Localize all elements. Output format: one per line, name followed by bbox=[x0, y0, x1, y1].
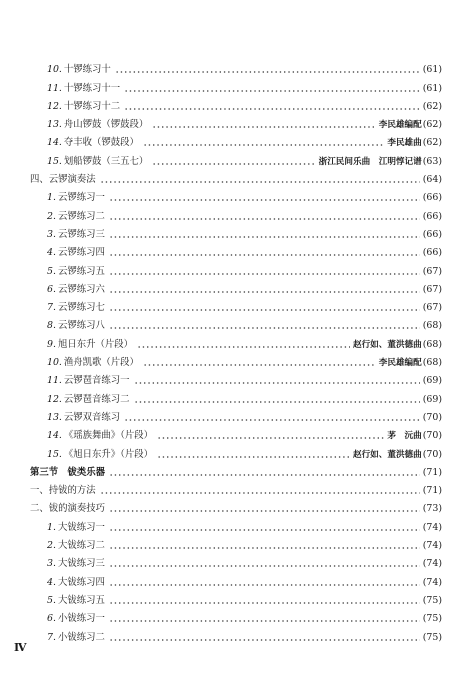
toc-entry-text: 《旭日东升》（片段） bbox=[63, 448, 153, 460]
dot-leader bbox=[109, 529, 420, 531]
toc-entry-number: 2. bbox=[47, 540, 56, 552]
toc-entry-number: 11. bbox=[47, 82, 62, 94]
toc-entry-number: 10. bbox=[47, 64, 62, 76]
toc-entry-credit: 浙江民间乐曲 江明惇记谱 bbox=[318, 156, 422, 167]
toc-entry-title bbox=[47, 247, 105, 259]
dot-leader bbox=[109, 620, 420, 622]
toc-entry-number: 5. bbox=[47, 265, 56, 277]
toc-entry-title bbox=[47, 394, 130, 406]
toc-entry-title bbox=[30, 174, 96, 186]
toc-entry-title bbox=[30, 485, 96, 497]
toc-entry-text: 云锣练习二 bbox=[57, 210, 105, 222]
toc-entry-text: 云锣练习五 bbox=[57, 265, 105, 277]
toc-entry-text: 《瑶族舞曲》（片段） bbox=[63, 430, 153, 442]
toc-entry-text: 大钹练习二 bbox=[57, 540, 105, 552]
toc-entry-title bbox=[47, 320, 105, 332]
toc-entry-number: 5. bbox=[47, 594, 56, 606]
dot-leader bbox=[109, 309, 420, 311]
toc-entry-title bbox=[47, 357, 139, 369]
toc-entry-text: 渔舟凯歌（片段） bbox=[63, 357, 139, 369]
toc-entry-text: 云锣琶音练习一 bbox=[63, 375, 130, 387]
toc-entry bbox=[30, 332, 442, 350]
toc-entry-text: 十锣练习十 bbox=[63, 64, 111, 76]
toc-entry-page: (70) bbox=[422, 411, 442, 423]
toc-entry-page: (75) bbox=[422, 613, 442, 625]
toc-entry-text: 舟山锣鼓（锣鼓段） bbox=[63, 119, 149, 131]
toc-entry-credit: 赵行如、董洪德曲 bbox=[352, 449, 422, 460]
toc-entry bbox=[30, 589, 442, 607]
toc-entry-page: (63) bbox=[422, 155, 442, 167]
toc-entry-number: 13. bbox=[47, 119, 62, 131]
toc-entry bbox=[30, 479, 442, 497]
toc-entry bbox=[30, 461, 442, 479]
toc-entry bbox=[30, 607, 442, 625]
dot-leader bbox=[143, 144, 384, 146]
toc-entry-page: (67) bbox=[422, 265, 442, 277]
toc-entry-title bbox=[47, 632, 105, 644]
dot-leader bbox=[134, 401, 420, 403]
toc-entry-page: (69) bbox=[422, 375, 442, 387]
toc-entry-text: 小钹练习一 bbox=[57, 613, 105, 625]
toc-entry bbox=[30, 204, 442, 222]
toc-entry-page: (71) bbox=[422, 466, 442, 478]
toc-entry-text: 云锣练习一 bbox=[57, 192, 105, 204]
toc-entry-title bbox=[30, 503, 105, 515]
toc-entry bbox=[30, 570, 442, 588]
toc-entry-number: 4. bbox=[47, 247, 56, 259]
dot-leader bbox=[157, 437, 384, 439]
toc-entry bbox=[30, 534, 442, 552]
toc-entry bbox=[30, 369, 442, 387]
toc-entry-title bbox=[47, 137, 139, 149]
toc-entry-text: 云锣练习三 bbox=[57, 228, 105, 240]
toc-entry-title bbox=[47, 449, 153, 461]
toc-entry-page: (70) bbox=[422, 430, 442, 442]
toc-entry-credit: 茅 沅曲 bbox=[387, 431, 422, 442]
toc-entry-number: 7. bbox=[47, 631, 56, 643]
toc-entry bbox=[30, 131, 442, 149]
toc-entry bbox=[30, 113, 442, 131]
toc-entry-title bbox=[47, 375, 130, 387]
toc-entry-page: (75) bbox=[422, 594, 442, 606]
toc-entry-number: 3. bbox=[47, 558, 56, 570]
toc-entry-text: 旭日东升（片段） bbox=[57, 338, 133, 350]
toc-entry-number: 1. bbox=[47, 521, 56, 533]
toc-entry-page: (71) bbox=[422, 485, 442, 497]
toc-entry-title bbox=[47, 156, 148, 168]
dot-leader bbox=[124, 419, 420, 421]
toc-entry bbox=[30, 442, 442, 460]
toc-entry-text: 云锣琶音练习二 bbox=[63, 393, 130, 405]
dot-leader bbox=[115, 71, 420, 73]
toc-entry-text: 二、钹的演奏技巧 bbox=[30, 503, 106, 515]
toc-entry-credit: 李民雄编配 bbox=[378, 120, 422, 131]
toc-entry bbox=[30, 406, 442, 424]
toc-entry-page: (61) bbox=[422, 82, 442, 94]
toc-entry-text: 四、云锣演奏法 bbox=[30, 174, 96, 186]
toc-entry bbox=[30, 314, 442, 332]
toc-entry-page: (66) bbox=[422, 228, 442, 240]
dot-leader bbox=[134, 382, 420, 384]
toc-entry-title bbox=[47, 119, 148, 131]
toc-entry-title bbox=[30, 467, 105, 479]
toc-entry-page: (74) bbox=[422, 521, 442, 533]
toc-entry-number: 6. bbox=[47, 613, 56, 625]
toc-entry-text: 云锣练习七 bbox=[57, 302, 105, 314]
toc-entry-page: (74) bbox=[422, 558, 442, 570]
toc-entry-number: 12. bbox=[47, 393, 62, 405]
toc-entry-page: (73) bbox=[422, 503, 442, 515]
toc-entry-page: (62) bbox=[422, 100, 442, 112]
dot-leader bbox=[109, 199, 420, 201]
toc-entry-page: (62) bbox=[422, 119, 442, 131]
toc-entry-page: (69) bbox=[422, 393, 442, 405]
dot-leader bbox=[109, 273, 420, 275]
toc-entry-title bbox=[47, 613, 105, 625]
toc-entry bbox=[30, 95, 442, 113]
toc-entry-page: (75) bbox=[422, 631, 442, 643]
toc-entry-title bbox=[47, 83, 120, 95]
toc-entry-page: (67) bbox=[422, 302, 442, 314]
toc-entry-page: (66) bbox=[422, 247, 442, 259]
toc-entry-page: (74) bbox=[422, 576, 442, 588]
toc-entry bbox=[30, 497, 442, 515]
dot-leader bbox=[109, 584, 420, 586]
toc-entry-number: 15. bbox=[47, 155, 62, 167]
toc-entry-text: 云锣双音练习 bbox=[63, 411, 121, 423]
dot-leader bbox=[109, 327, 420, 329]
toc-entry-title bbox=[47, 522, 105, 534]
toc-entry-number: 2. bbox=[47, 210, 56, 222]
toc-entry-text: 小钹练习二 bbox=[57, 631, 105, 643]
toc-entry bbox=[30, 186, 442, 204]
dot-leader bbox=[109, 474, 420, 476]
dot-leader bbox=[109, 254, 420, 256]
toc-entry-title bbox=[47, 266, 105, 278]
toc-entry-title bbox=[47, 211, 105, 223]
toc-entry-number: 9. bbox=[47, 338, 56, 350]
toc-entry-page: (64) bbox=[422, 174, 442, 186]
toc-entry-text: 十锣练习十一 bbox=[63, 82, 121, 94]
toc-entry bbox=[30, 625, 442, 643]
toc-entry-title bbox=[47, 558, 105, 570]
dot-leader bbox=[109, 218, 420, 220]
toc-entry-title bbox=[47, 229, 105, 241]
dot-leader bbox=[109, 510, 420, 512]
toc-entry-text: 一、持钹的方法 bbox=[30, 485, 96, 497]
dot-leader bbox=[124, 108, 420, 110]
toc-entry-number: 11. bbox=[47, 375, 62, 387]
toc-entry-number: 12. bbox=[47, 100, 62, 112]
toc-entry-title bbox=[47, 577, 105, 589]
toc-entry-number: 6. bbox=[47, 283, 56, 295]
toc-entry-text: 云锣练习四 bbox=[57, 247, 105, 259]
dot-leader bbox=[109, 639, 420, 641]
toc-entry-number: 3. bbox=[47, 228, 56, 240]
toc-entry-title bbox=[47, 302, 105, 314]
toc-entry-page: (61) bbox=[422, 64, 442, 76]
toc-entry-title bbox=[47, 64, 111, 76]
toc-entry-text: 大钹练习三 bbox=[57, 558, 105, 570]
dot-leader bbox=[109, 602, 420, 604]
toc-entry-page: (68) bbox=[422, 320, 442, 332]
dot-leader bbox=[100, 181, 420, 183]
dot-leader bbox=[143, 364, 376, 366]
dot-leader bbox=[157, 456, 350, 458]
page-number: Ⅳ bbox=[14, 641, 27, 654]
toc-entry bbox=[30, 223, 442, 241]
toc-entry bbox=[30, 278, 442, 296]
toc-entry bbox=[30, 241, 442, 259]
dot-leader bbox=[109, 236, 420, 238]
toc-entry-title bbox=[47, 595, 105, 607]
toc-entry-number: 10. bbox=[47, 357, 62, 369]
toc-entry-text: 划船锣鼓（三五七） bbox=[63, 155, 149, 167]
toc-entry-title bbox=[47, 540, 105, 552]
toc-entry-page: (67) bbox=[422, 283, 442, 295]
toc-entry-credit: 李民雄编配 bbox=[378, 358, 422, 369]
toc-entry-number: 7. bbox=[47, 302, 56, 314]
toc-entry-text: 夺丰收（锣鼓段） bbox=[63, 137, 139, 149]
toc-entry-text: 十锣练习十二 bbox=[63, 100, 121, 112]
toc-entry bbox=[30, 515, 442, 533]
dot-leader bbox=[109, 565, 420, 567]
toc-entry-page: (66) bbox=[422, 192, 442, 204]
dot-leader bbox=[109, 547, 420, 549]
toc-entry-title bbox=[47, 101, 120, 113]
dot-leader bbox=[152, 163, 315, 165]
toc-entry-text: 大钹练习一 bbox=[57, 521, 105, 533]
toc-entry-page: (70) bbox=[422, 448, 442, 460]
toc-entry-title bbox=[47, 192, 105, 204]
toc-entry bbox=[30, 149, 442, 167]
toc-entry-text: 大钹练习四 bbox=[57, 576, 105, 588]
toc-entry-text: 云锣练习八 bbox=[57, 320, 105, 332]
toc-entry-text: 云锣练习六 bbox=[57, 283, 105, 295]
toc-entry bbox=[30, 259, 442, 277]
toc-entry-title bbox=[47, 339, 133, 351]
toc-entry-page: (68) bbox=[422, 338, 442, 350]
toc-entry-text: 第三节 钹类乐器 bbox=[30, 466, 106, 478]
dot-leader bbox=[152, 126, 375, 128]
toc-entry-number: 15. bbox=[47, 448, 62, 460]
toc-entry-number: 14. bbox=[47, 430, 62, 442]
toc-entry-credit: 赵行如、董洪德曲 bbox=[352, 339, 422, 350]
toc-entry bbox=[30, 58, 442, 76]
dot-leader bbox=[109, 291, 420, 293]
toc-entry-page: (74) bbox=[422, 540, 442, 552]
toc-entry-title bbox=[47, 284, 105, 296]
toc-entry-text: 大钹练习五 bbox=[57, 594, 105, 606]
toc-entry bbox=[30, 296, 442, 314]
toc-entry bbox=[30, 387, 442, 405]
toc-entry-number: 14. bbox=[47, 137, 62, 149]
toc-entry-title bbox=[47, 430, 153, 442]
toc-entry-page: (68) bbox=[422, 357, 442, 369]
toc-entry-number: 8. bbox=[47, 320, 56, 332]
dot-leader bbox=[137, 346, 350, 348]
toc-entry-page: (62) bbox=[422, 137, 442, 149]
toc-entry-number: 1. bbox=[47, 192, 56, 204]
toc-entry bbox=[30, 76, 442, 94]
toc-entry-number: 13. bbox=[47, 411, 62, 423]
toc-entry-page: (66) bbox=[422, 210, 442, 222]
toc-entry bbox=[30, 424, 442, 442]
toc-entry-title bbox=[47, 412, 120, 424]
table-of-contents bbox=[30, 58, 442, 644]
toc-entry-credit: 李民雄曲 bbox=[387, 138, 422, 149]
dot-leader bbox=[124, 90, 420, 92]
toc-entry-number: 4. bbox=[47, 576, 56, 588]
dot-leader bbox=[100, 492, 420, 494]
toc-entry bbox=[30, 552, 442, 570]
toc-entry bbox=[30, 351, 442, 369]
toc-entry bbox=[30, 168, 442, 186]
